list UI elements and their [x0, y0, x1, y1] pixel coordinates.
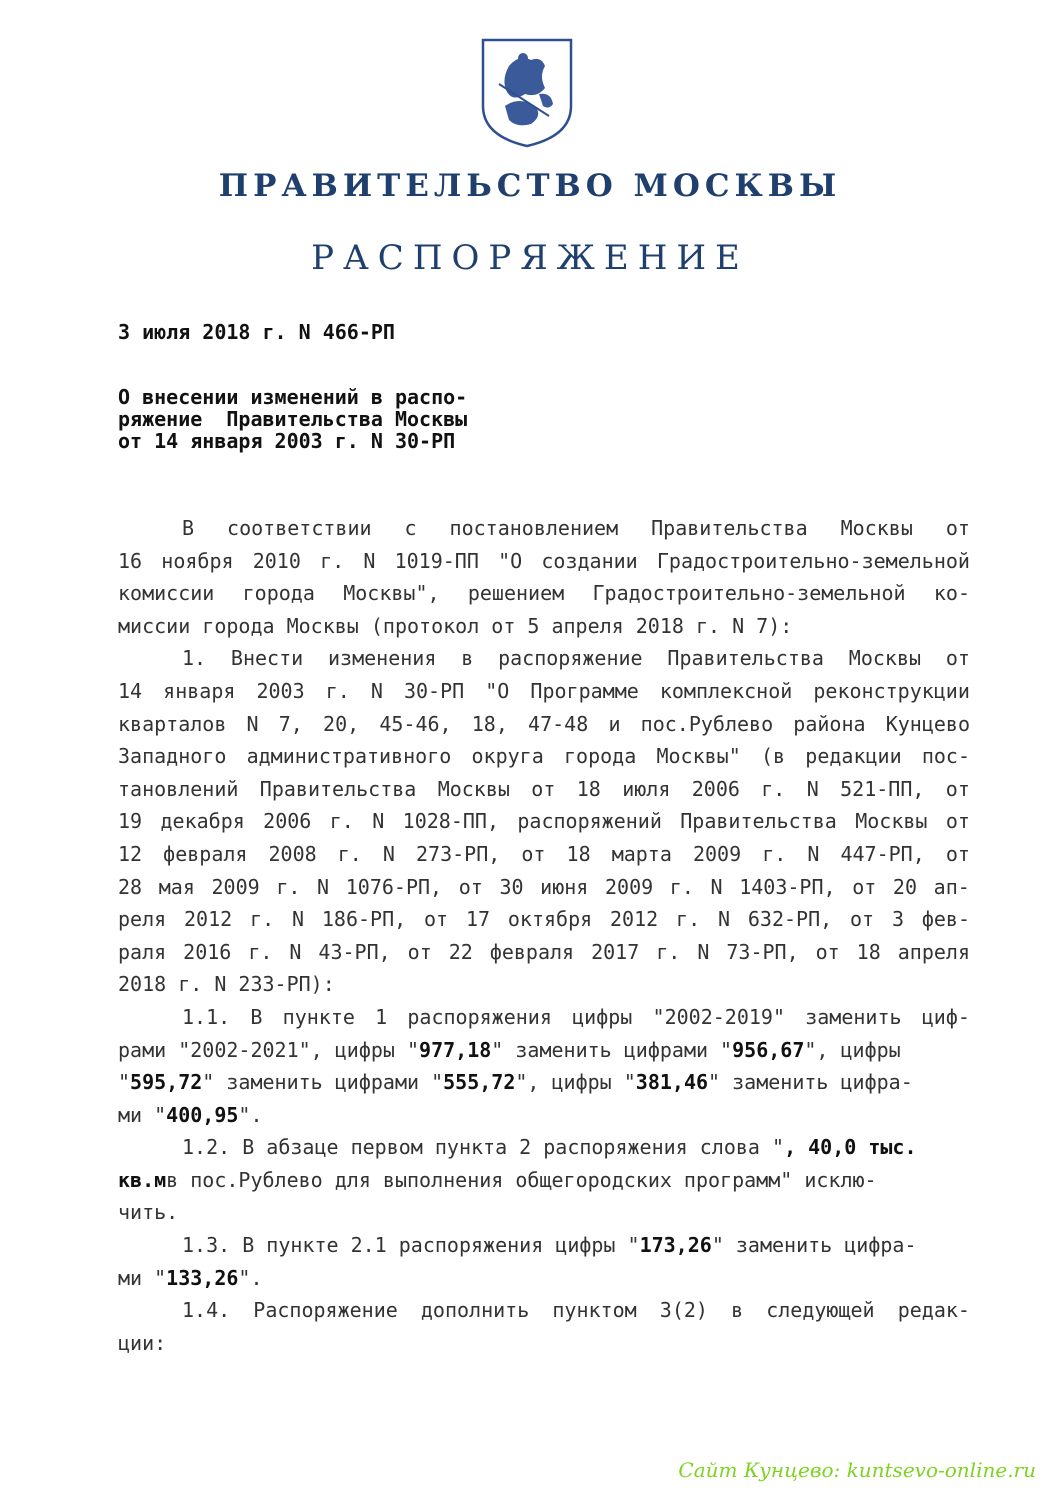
word: 20, [323, 711, 360, 736]
moscow-coat-of-arms-icon [479, 36, 575, 148]
word: раля [118, 939, 167, 964]
word: 43-РП, [318, 939, 391, 964]
word: циф- [921, 1004, 970, 1029]
text-run: рами "2002-2021", цифры " [118, 1037, 420, 1062]
word: июля [622, 776, 671, 801]
word: декабря [160, 809, 245, 834]
word: от [852, 874, 877, 899]
word: от [531, 776, 556, 801]
word: Западного [118, 744, 227, 769]
body-line: миссии города Москвы (протокол от 5 апреля 2018 г. N 7): [118, 613, 793, 638]
document-subject [118, 386, 538, 452]
word: Москвы [855, 809, 928, 834]
bold-figure: , 40,0 тыс. [784, 1135, 917, 1160]
word: 2010 [252, 548, 301, 573]
word: редакции [805, 744, 902, 769]
body-line [118, 903, 970, 936]
word: в [731, 1298, 744, 1323]
body-line [118, 1099, 970, 1132]
word: 30 [499, 874, 524, 899]
word: 632-РП, [747, 907, 833, 932]
word: г. [761, 776, 786, 801]
body-line [118, 936, 970, 969]
word: и [608, 711, 621, 736]
word: 521-ПП, [840, 776, 925, 801]
word: Градостроительно-земельной [656, 548, 970, 573]
word: комиссии [118, 581, 215, 606]
bold-figure: 555,72 [443, 1070, 516, 1095]
word: г. [329, 809, 354, 834]
word: постановлением [449, 516, 619, 540]
text-run: " [118, 1070, 131, 1095]
document-body [118, 512, 970, 1359]
text-run: ". [238, 1102, 263, 1127]
bold-figure: 133,26 [166, 1265, 239, 1290]
text-run: " заменить цифрами " [202, 1070, 444, 1095]
word: 18 [566, 841, 591, 866]
bold-figure: 173,26 [639, 1233, 712, 1258]
body-line [118, 1066, 970, 1099]
word: N [289, 939, 302, 964]
body-line: чить. [118, 1200, 179, 1225]
document-date-number: 3 июля 2018 г. N 466-РП [118, 320, 395, 344]
word: Правительства [651, 516, 808, 540]
word: июня [540, 874, 589, 899]
word: г. [762, 841, 787, 866]
word: 273-РП, [416, 841, 501, 866]
word: N [363, 548, 376, 573]
word: N [246, 711, 259, 736]
body-line [118, 577, 970, 610]
text-run: ", цифры [804, 1037, 901, 1062]
word: 3 [891, 907, 904, 932]
word: тановлений [118, 776, 239, 801]
word: от [458, 874, 483, 899]
word: октября [507, 907, 593, 932]
body-line [118, 675, 970, 708]
text-run: ми " [118, 1265, 167, 1290]
word: пос- [921, 744, 970, 769]
word: распоряжения [407, 1004, 552, 1029]
word: (в [760, 744, 786, 769]
word: от [945, 841, 970, 866]
word: мая [158, 874, 195, 899]
word: 22 [448, 939, 473, 964]
bold-figure: 595,72 [130, 1070, 203, 1095]
word: апреля [897, 939, 970, 964]
word: 16 [118, 548, 143, 573]
body-line: 2018 г. N 233-РП): [118, 972, 335, 997]
word: В [182, 516, 195, 540]
word: района [793, 711, 866, 736]
text-run: в пос.Рублево для выполнения общегородских программ" исклю- [166, 1167, 877, 1192]
word: пункте [282, 1004, 355, 1029]
word: "2002-2019" [652, 1004, 785, 1029]
word: 2009 [692, 841, 742, 866]
word: с [404, 516, 417, 540]
text-run: " заменить цифра- [708, 1070, 913, 1095]
word: от [521, 841, 546, 866]
word: пос.Рублево [640, 711, 774, 736]
word: 30-РП [403, 678, 465, 703]
word: следующей [766, 1298, 875, 1323]
word: N [317, 874, 330, 899]
word: 45-46, [379, 711, 452, 736]
word: ап- [933, 874, 970, 899]
word: 2009 [604, 874, 654, 899]
word: февраля [163, 841, 248, 866]
word: 2012 [610, 907, 659, 932]
word: 186-РП, [321, 907, 407, 932]
word: 1.4. [182, 1298, 231, 1323]
word: создании [541, 548, 638, 573]
body-line [118, 1034, 970, 1067]
word: 1.1. [182, 1004, 231, 1029]
word: 18 [856, 939, 881, 964]
text-run: " заменить цифрами " [491, 1037, 733, 1062]
word: N [710, 874, 723, 899]
body-line: ции: [118, 1330, 167, 1355]
bold-figure: 977,18 [419, 1037, 492, 1062]
word: от [945, 776, 970, 801]
body-line [118, 1262, 970, 1295]
word: дополнить [420, 1298, 530, 1323]
word: 2006 [263, 809, 312, 834]
word: Внести [230, 646, 304, 671]
word: 12 [118, 841, 143, 866]
site-watermark: Сайт Кунцево: kuntsevo-online.ru [678, 1458, 1036, 1482]
word: г. [656, 939, 681, 964]
word: Распоряжение [253, 1298, 398, 1323]
word: реля [118, 907, 167, 932]
body-line [118, 1164, 970, 1197]
body-line [118, 642, 970, 675]
word: 17 [465, 907, 491, 932]
word: г. [669, 874, 694, 899]
subject-line: ряжение Правительства Москвы [118, 407, 468, 431]
word: от [407, 939, 432, 964]
word: 1 [375, 1004, 388, 1029]
word: Кунцево [885, 711, 970, 736]
word: 14 [118, 678, 143, 703]
word: N [370, 678, 383, 703]
word: от [815, 939, 840, 964]
word: г. [676, 907, 701, 932]
word: от [945, 809, 970, 834]
body-line [118, 708, 970, 741]
word: г. [276, 874, 301, 899]
word: 1019-ПП [394, 548, 479, 573]
word: пунктом [552, 1298, 637, 1323]
word: 1. [182, 646, 207, 671]
word: г. [250, 907, 275, 932]
document-type: РАСПОРЯЖЕНИЕ [311, 238, 749, 278]
text-run: 1.3. В пункте 2.1 распоряжения цифры " [182, 1233, 640, 1258]
word: реконструкции [813, 678, 970, 703]
word: г. [248, 939, 273, 964]
word: в [461, 646, 474, 671]
body-line [118, 838, 970, 871]
word: Москвы", [343, 581, 440, 606]
word: от [850, 907, 875, 932]
word: города [563, 744, 637, 769]
government-title: ПРАВИТЕЛЬСТВО МОСКВЫ [218, 168, 842, 204]
word: заменить [805, 1004, 902, 1029]
word: 18 [576, 776, 601, 801]
word: ноября [161, 548, 234, 573]
word: 2009 [211, 874, 260, 899]
word: 73-РП, [726, 939, 799, 964]
subject-line: О внесении изменений в распо- [118, 385, 468, 409]
word: N [697, 939, 710, 964]
bold-figure: 400,95 [166, 1102, 239, 1127]
word: 2012 [184, 907, 233, 932]
word: от [945, 516, 970, 540]
word: от [945, 646, 970, 671]
word: административного [246, 744, 452, 769]
word: Москвы [840, 516, 913, 540]
word: Правительства [680, 809, 837, 834]
word: 28 [118, 874, 143, 899]
word: 2008 [268, 841, 317, 866]
body-line [118, 871, 970, 904]
word: Москвы" [656, 744, 741, 769]
body-line [118, 545, 970, 578]
bold-figure: 956,67 [732, 1037, 805, 1062]
word: 1403-РП, [739, 874, 836, 899]
word: г. [325, 678, 350, 703]
body-line [118, 1294, 970, 1327]
word: Градостроительно-земельной [592, 581, 906, 606]
word: города [242, 581, 315, 606]
word: 3(2) [659, 1298, 708, 1323]
word: Правительства [667, 646, 824, 671]
word: 19 [118, 809, 143, 834]
word: N [382, 841, 395, 866]
body-line [118, 1131, 970, 1164]
text-run: " заменить цифра- [711, 1233, 917, 1258]
word: комплексной [659, 678, 793, 703]
body-line [118, 1229, 970, 1262]
word: распоряжений [517, 809, 662, 834]
word: цифры [572, 1004, 633, 1029]
word: кварталов [118, 711, 227, 736]
word: N [717, 907, 731, 932]
word: фев- [921, 907, 970, 932]
word: 2016 [183, 939, 232, 964]
word: г. [320, 548, 345, 573]
word: решением [467, 581, 565, 606]
word: редак- [897, 1298, 970, 1323]
bold-figure: 381,46 [635, 1070, 709, 1095]
word: 1076-РП, [345, 874, 443, 899]
word: Правительства [259, 776, 417, 801]
word: N [291, 907, 305, 932]
word: февраля [489, 939, 575, 964]
word: 18, [471, 711, 508, 736]
body-line [118, 512, 970, 545]
word: января [163, 678, 236, 703]
word: соответствии [227, 516, 372, 540]
word: 1028-ПП, [402, 809, 499, 834]
word: изменения [328, 646, 437, 671]
word: 7, [278, 711, 303, 736]
text-run: ми " [118, 1102, 167, 1127]
word: от [424, 907, 449, 932]
word: N [372, 809, 385, 834]
text-run: ", цифры " [515, 1070, 636, 1095]
word: В [250, 1004, 263, 1029]
word: Москвы [437, 776, 510, 801]
word: "О [498, 548, 523, 573]
body-line [118, 805, 970, 838]
word: 2003 [256, 678, 305, 703]
text-run: 1.2. В абзаце первом пункта 2 распоряжения слова " [182, 1135, 785, 1160]
word: 47-48 [528, 711, 589, 736]
word: 2006 [691, 776, 740, 801]
word: ко- [933, 581, 970, 606]
word: N [806, 776, 819, 801]
word: округа [471, 744, 544, 769]
bold-figure: кв.м [118, 1167, 167, 1192]
word: 447-РП, [840, 841, 925, 866]
word: Москвы [848, 646, 922, 671]
body-line [118, 1001, 970, 1034]
body-line [118, 740, 970, 773]
text-run: ". [238, 1265, 263, 1290]
word: марта [611, 841, 672, 866]
word: "О [485, 678, 510, 703]
word: распоряжение [498, 646, 643, 671]
body-line [118, 773, 970, 806]
word: 2017 [591, 939, 640, 964]
word: Программе [530, 678, 639, 703]
word: N [807, 841, 820, 866]
word: 20 [892, 874, 918, 899]
word: г. [337, 841, 362, 866]
subject-line: от 14 января 2003 г. N 30-РП [118, 429, 456, 453]
